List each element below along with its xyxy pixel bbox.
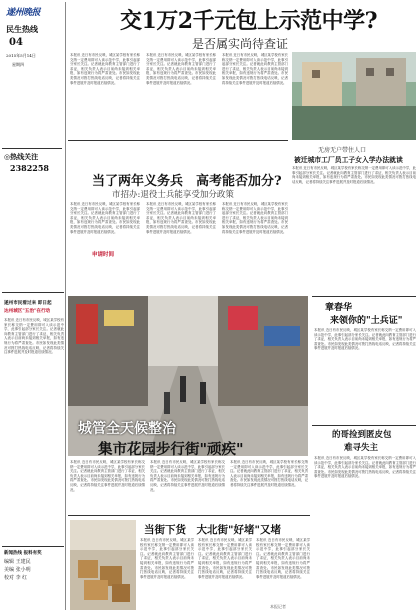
sidebar-mid-title: 遂州市民看过来 即日起 <box>4 301 52 306</box>
sidebar-story-kicker: 无房无户带住人口 <box>318 147 367 154</box>
sidebar-footer-line: 编辑 王建民 <box>4 559 31 565</box>
delivery-photo-image <box>70 520 136 610</box>
weekday: 星期四 <box>12 62 24 67</box>
bottom-column-1: 本报讯 近日有市民反映，城区某学校有家长称交纳一定费用即可入读示范中学，此事引起部分家长关注。记者就此向教育主管部门进行了求证，相关负责人表示目前尚未接到相关举报，如有违规行为将严肃查处。市民如发现此类情况可拨打热线电话反映，记者将持续关注事件进展并及时报道后续情况。 <box>140 538 194 579</box>
lead-headline: 交1万2千元包上示范中学? <box>120 8 378 34</box>
bottom-story-headline: 当街下货 大北街"好堵"又堵 <box>144 524 281 536</box>
story2-column-2: 本报讯 近日有市民反映，城区某学校有家长称交纳一定费用即可入读示范中学，此事引起部分家长关注。记者就此向教育主管部门进行了求证，相关负责人表示目前尚未接到相关举报，如有违规行为将严肃查处。市民如发现此类情况可拨打热线电话反映，记者将持续关注事件进展并及时报道后续情况。 <box>146 202 216 234</box>
street-column-1: 本报讯 近日有市民反映，城区某学校有家长称交纳一定费用即可入读示范中学，此事引起部分家长关注。记者就此向教育主管部门进行了求证，相关负责人表示目前尚未接到相关举报，如有违规行为将严肃查处。市民如发现此类情况可拨打热线电话反映，记者将持续关注事件进展并及时报道后续情况。 <box>70 460 145 492</box>
right-column-rule <box>312 296 416 297</box>
newspaper-logo: 遂州晚报 <box>6 8 41 18</box>
masthead <box>2 2 64 90</box>
bottom-column-3: 本报讯 近日有市民反映，城区某学校有家长称交纳一定费用即可入读示范中学，此事引起部分家长关注。记者就此向教育主管部门进行了求证，相关负责人表示目前尚未接到相关举报，如有违规行为将严肃查处。市民如发现此类情况可拨打热线电话反映，记者将持续关注事件进展并及时报道后续情况。 <box>256 538 310 579</box>
right-story-b-headline-2: 难寻失主 <box>344 443 379 453</box>
sidebar-vertical-rule <box>65 2 66 610</box>
school-photo-image <box>292 52 416 140</box>
story2-subhead: 市招办:退役士兵能享受加分政策 <box>112 190 234 200</box>
right-story-a-headline-2: 来领你的"土兵证" <box>330 316 403 326</box>
section-name: 民生热线 <box>6 24 38 34</box>
sidebar-divider <box>2 292 64 293</box>
hotline-label: ◎热线关注 <box>4 152 39 161</box>
story2-subsection: 申请时间 <box>92 252 115 258</box>
lead-column-3: 本报讯 近日有市民反映，城区某学校有家长称交纳一定费用即可入读示范中学，此事引起部分家长关注。记者就此向教育主管部门进行了求证，相关负责人表示目前尚未接到相关举报，如有违规行为将严肃查处。市民如发现此类情况可拨打热线电话反映，记者将持续关注事件进展并及时报道后续情况。 <box>222 53 288 85</box>
sidebar-story-headline: 被迁城市工厂员工子女入学办法就读 <box>294 156 403 164</box>
sidebar-mid-highlight: 达州城区"五治"在行动 <box>4 309 51 314</box>
street-column-2: 本报讯 近日有市民反映，城区某学校有家长称交纳一定费用即可入读示范中学，此事引起部分家长关注。记者就此向教育主管部门进行了求证，相关负责人表示目前尚未接到相关举报，如有违规行为将严肃查处。市民如发现此类情况可拨打热线电话反映，记者将持续关注事件进展并及时报道后续情况。 <box>150 460 225 492</box>
sidebar-mid-text: 本报讯 近日有市民反映，城区某学校有家长称交纳一定费用即可入读示范中学，此事引起部分家长关注。记者就此向教育主管部门进行了求证，相关负责人表示目前尚未接到相关举报，如有违规行为将严肃查处。市民如发现此类情况可拨打热线电话反映，记者将持续关注事件进展并及时报道后续情况。 <box>4 318 64 355</box>
sidebar-footer-line: 美编 张小明 <box>4 567 31 573</box>
story2-column-3: 本报讯 近日有市民反映，城区某学校有家长称交纳一定费用即可入读示范中学，此事引起部分家长关注。记者就此向教育主管部门进行了求证，相关负责人表示目前尚未接到相关举报，如有违规行为将严肃查处。市民如发现此类情况可拨打热线电话反映，记者将持续关注事件进展并及时报道后续情况。 <box>222 202 288 234</box>
sidebar-footer-divider <box>2 546 64 547</box>
right-story-a-headline-1: 章春华 <box>325 303 353 313</box>
issue-date: 2015年5月14日 <box>6 53 36 58</box>
right-story-b-rule <box>312 425 416 426</box>
sidebar-footer-title: 新闻热线 报料有奖 <box>4 551 42 556</box>
lead-subhead: 是否属实尚待查证 <box>192 37 289 51</box>
sidebar-footer-line: 校对 李 红 <box>4 575 28 581</box>
lead-column-1: 本报讯 近日有市民反映，城区某学校有家长称交纳一定费用即可入读示范中学，此事引起部分家长关注。记者就此向教育主管部门进行了求证，相关负责人表示目前尚未接到相关举报，如有违规行为将严肃查处。市民如发现此类情况可拨打热线电话反映，记者将持续关注事件进展并及时报道后续情况。 <box>70 53 140 85</box>
lead-column-2: 本报讯 近日有市民反映，城区某学校有家长称交纳一定费用即可入读示范中学，此事引起部分家长关注。记者就此向教育主管部门进行了求证，相关负责人表示目前尚未接到相关举报，如有违规行为将严肃查处。市民如发现此类情况可拨打热线电话反映，记者将持续关注事件进展并及时报道后续情况。 <box>146 53 216 85</box>
hotline-number: 2382258 <box>10 163 49 173</box>
street-column-3: 本报讯 近日有市民反映，城区某学校有家长称交纳一定费用即可入读示范中学，此事引起部分家长关注。记者就此向教育主管部门进行了求证，相关负责人表示目前尚未接到相关举报，如有违规行为将严肃查处。市民如发现此类情况可拨打热线电话反映，记者将持续关注事件进展并及时报道后续情况。 <box>230 460 308 487</box>
bottom-column-2: 本报讯 近日有市民反映，城区某学校有家长称交纳一定费用即可入读示范中学，此事引起部分家长关注。记者就此向教育主管部门进行了求证，相关负责人表示目前尚未接到相关举报，如有违规行为将严肃查处。市民如发现此类情况可拨打热线电话反映，记者将持续关注事件进展并及时报道后续情况。 <box>198 538 252 579</box>
bottom-story-rule <box>68 515 310 516</box>
school-photo <box>292 52 416 140</box>
page-number: 04 <box>9 37 23 48</box>
right-story-b-headline-1: 的哥捡到匿皮包 <box>332 430 392 440</box>
street-headline-2: 集市花园步行街"顽疾" <box>98 441 244 458</box>
story2-column-1: 本报讯 近日有市民反映，城区某学校有家长称交纳一定费用即可入读示范中学，此事引起部分家长关注。记者就此向教育主管部门进行了求证，相关负责人表示目前尚未接到相关举报，如有违规行为将严肃查处。市民如发现此类情况可拨打热线电话反映，记者将持续关注事件进展并及时报道后续情况。 <box>70 202 140 234</box>
right-story-a-text: 本报讯 近日有市民反映，城区某学校有家长称交纳一定费用即可入读示范中学，此事引起部分家长关注。记者就此向教育主管部门进行了求证，相关负责人表示目前尚未接到相关举报，如有违规行为将严肃查处。市民如发现此类情况可拨打热线电话反映，记者将持续关注事件进展并及时报道后续情况。 <box>314 328 416 351</box>
masthead-divider <box>2 148 62 149</box>
bottom-byline: 本报记者 <box>270 604 286 609</box>
sidebar-story-text: 本报讯 近日有市民反映，城区某学校有家长称交纳一定费用即可入读示范中学，此事引起部分家长关注。记者就此向教育主管部门进行了求证，相关负责人表示目前尚未接到相关举报，如有违规行为将严肃查处。市民如发现此类情况可拨打热线电话反映，记者将持续关注事件进展并及时报道后续情况。 <box>292 166 416 184</box>
story2-headline: 当了两年义务兵 高考能否加分? <box>92 174 282 189</box>
right-story-b-text: 本报讯 近日有市民反映，城区某学校有家长称交纳一定费用即可入读示范中学，此事引起部分家长关注。记者就此向教育主管部门进行了求证，相关负责人表示目前尚未接到相关举报，如有违规行为将严肃查处。市民如发现此类情况可拨打热线电话反映，记者将持续关注事件进展并及时报道后续情况。 <box>314 456 416 479</box>
delivery-photo <box>70 520 136 610</box>
story2-top-rule <box>68 140 288 141</box>
street-headline-1: 城管全天候整治 <box>78 421 176 437</box>
